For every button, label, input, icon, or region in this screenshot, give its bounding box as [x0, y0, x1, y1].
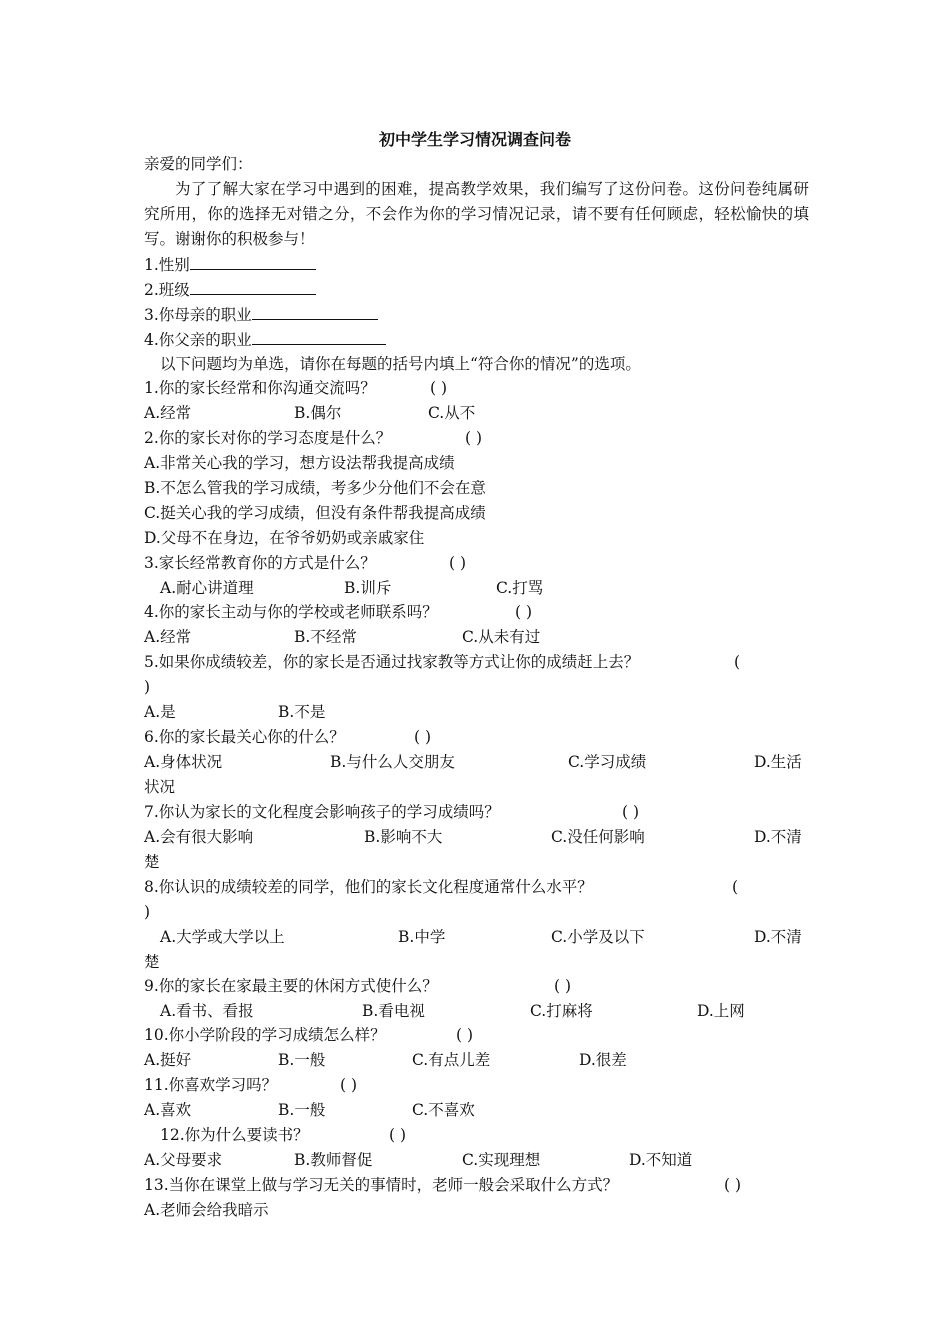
option-10-d: D.很差 — [579, 1051, 627, 1069]
mother-job-blank[interactable] — [252, 302, 378, 320]
question-13-text: 13.当你在课堂上做与学习无关的事情时，老师一般会采取什么方式？ — [144, 1176, 619, 1194]
option-4-a: A.经常 — [144, 628, 192, 646]
options-3 — [144, 576, 809, 601]
option-6-d-wrap: 状况 — [144, 778, 176, 796]
answer-paren-8-open[interactable]: ( — [732, 878, 739, 896]
option-7-d-wrap: 楚 — [144, 853, 160, 871]
option-10-b: B.一般 — [278, 1051, 326, 1069]
options-12 — [144, 1148, 809, 1173]
question-2-text: 2.你的家长对你的学习态度是什么？ — [144, 429, 392, 447]
question-9 — [144, 974, 809, 999]
question-10 — [144, 1023, 809, 1048]
option-11-b: B.一般 — [278, 1101, 326, 1119]
options-8 — [144, 925, 809, 950]
option-3-a: A.耐心讲道理 — [160, 579, 254, 597]
info-mother-job-label: 3.你母亲的职业 — [144, 306, 252, 324]
father-job-blank[interactable] — [252, 327, 386, 345]
options-1 — [144, 401, 809, 426]
question-6-text: 6.你的家长最关心你的什么？ — [144, 728, 345, 746]
info-gender — [144, 252, 316, 277]
question-7-text: 7.你认为家长的文化程度会影响孩子的学习成绩吗？ — [144, 803, 500, 821]
option-2-d: D.父母不在身边，在爷爷奶奶或亲戚家住 — [144, 529, 425, 547]
option-7-c: C.没任何影响 — [551, 828, 645, 846]
intro-paragraph: 为了了解大家在学习中遇到的困难，提高教学效果，我们编写了这份问卷。这份问卷纯属研究所用，你的选择无对错之分，不会作为你的学习情况记录，请不要有任何顾虑，轻松愉快的填写。谢谢你的积极参与！ — [144, 180, 809, 248]
option-11-c: C.不喜欢 — [412, 1101, 475, 1119]
class-blank[interactable] — [190, 277, 316, 295]
greeting: 亲爱的同学们： — [144, 155, 253, 173]
option-5-a: A.是 — [144, 703, 176, 721]
option-1-b: B.偶尔 — [294, 404, 342, 422]
option-9-c: C.打麻将 — [530, 1002, 593, 1020]
option-12-d: D.不知道 — [629, 1151, 693, 1169]
answer-paren-10[interactable]: ( ) — [456, 1026, 474, 1044]
option-12-b: B.教师督促 — [294, 1151, 373, 1169]
option-8-d-wrap: 楚 — [144, 953, 160, 971]
option-9-a: A.看书、看报 — [160, 1002, 254, 1020]
info-father-job-label: 4.你父亲的职业 — [144, 331, 252, 349]
answer-paren-3[interactable]: ( ) — [449, 554, 467, 572]
option-7-a: A.会有很大影响 — [144, 828, 254, 846]
option-9-b: B.看电视 — [362, 1002, 425, 1020]
option-11-a: A.喜欢 — [144, 1101, 192, 1119]
answer-paren-2[interactable]: ( ) — [465, 429, 483, 447]
info-father-job — [144, 327, 386, 352]
option-3-b: B.训斥 — [344, 579, 392, 597]
question-9-text: 9.你的家长在家最主要的休闲方式使什么？ — [144, 977, 438, 995]
answer-paren-13[interactable]: ( ) — [724, 1176, 742, 1194]
option-2-b: B.不怎么管我的学习成绩，考多少分他们不会在意 — [144, 479, 486, 497]
option-2-c: C.挺关心我的学习成绩，但没有条件帮我提高成绩 — [144, 504, 486, 522]
question-5-text: 5.如果你成绩较差，你的家长是否通过找家教等方式让你的成绩赶上去？ — [144, 653, 640, 671]
answer-paren-5-open[interactable]: ( — [734, 653, 741, 671]
answer-paren-12[interactable]: ( ) — [389, 1126, 407, 1144]
option-6-c: C.学习成绩 — [568, 753, 647, 771]
option-6-b: B.与什么人交朋友 — [330, 753, 455, 771]
page-title: 初中学生学习情况调查问卷 — [378, 130, 571, 149]
info-gender-label: 1.性别 — [144, 256, 190, 274]
answer-paren-7[interactable]: ( ) — [622, 803, 640, 821]
question-11 — [144, 1073, 809, 1098]
question-3-text: 3.家长经常教育你的方式是什么？ — [144, 554, 376, 572]
options-9 — [144, 999, 809, 1024]
question-4 — [144, 600, 809, 625]
option-8-a: A.大学或大学以上 — [160, 928, 285, 946]
option-10-c: C.有点儿差 — [412, 1051, 491, 1069]
question-11-text: 11.你喜欢学习吗？ — [144, 1076, 278, 1094]
option-8-b: B.中学 — [398, 928, 446, 946]
gender-blank[interactable] — [190, 252, 316, 270]
option-3-c: C.打骂 — [496, 579, 544, 597]
option-12-a: A.父母要求 — [144, 1151, 223, 1169]
answer-paren-6[interactable]: ( ) — [414, 728, 432, 746]
option-6-a: A.身体状况 — [144, 753, 223, 771]
option-5-b: B.不是 — [278, 703, 326, 721]
question-8-text: 8.你认识的成绩较差的同学，他们的家长文化程度通常什么水平？ — [144, 878, 593, 896]
info-mother-job — [144, 302, 378, 327]
option-1-a: A.经常 — [144, 404, 192, 422]
option-7-d: D.不清 — [754, 828, 802, 846]
question-3 — [144, 551, 809, 576]
instruction: 以下问题均为单选，请你在每题的括号内填上“符合你的情况”的选项。 — [160, 355, 641, 373]
answer-paren-11[interactable]: ( ) — [340, 1076, 358, 1094]
question-5 — [144, 650, 809, 675]
options-7 — [144, 825, 809, 850]
option-8-d: D.不清 — [754, 928, 802, 946]
answer-paren-8-close[interactable]: ) — [144, 903, 151, 921]
question-1-text: 1.你的家长经常和你沟通交流吗？ — [144, 379, 376, 397]
option-9-d: D.上网 — [697, 1002, 745, 1020]
option-6-d: D.生活 — [754, 753, 802, 771]
option-2-a: A.非常关心我的学习，想方设法帮我提高成绩 — [144, 454, 455, 472]
options-11 — [144, 1098, 809, 1123]
question-10-text: 10.你小学阶段的学习成绩怎么样？ — [144, 1026, 386, 1044]
answer-paren-4[interactable]: ( ) — [515, 603, 533, 621]
options-10 — [144, 1048, 809, 1073]
question-12 — [144, 1123, 809, 1148]
question-13 — [144, 1173, 809, 1198]
option-13-a: A.老师会给我暗示 — [144, 1201, 269, 1219]
option-12-c: C.实现理想 — [462, 1151, 541, 1169]
info-class — [144, 277, 316, 302]
option-4-c: C.从未有过 — [462, 628, 541, 646]
question-6 — [144, 725, 809, 750]
question-2 — [144, 426, 809, 451]
option-4-b: B.不经常 — [294, 628, 357, 646]
options-6 — [144, 750, 809, 775]
answer-paren-1[interactable]: ( ) — [430, 379, 448, 397]
info-class-label: 2.班级 — [144, 281, 190, 299]
option-1-c: C.从不 — [428, 404, 476, 422]
question-12-text: 12.你为什么要读书？ — [160, 1126, 309, 1144]
answer-paren-9[interactable]: ( ) — [554, 977, 572, 995]
question-4-text: 4.你的家长主动与你的学校或老师联系吗？ — [144, 603, 438, 621]
question-7 — [144, 800, 809, 825]
option-7-b: B.影响不大 — [364, 828, 443, 846]
answer-paren-5-close[interactable]: ) — [144, 678, 151, 696]
option-8-c: C.小学及以下 — [551, 928, 645, 946]
options-5 — [144, 700, 809, 725]
question-1 — [144, 376, 809, 401]
question-8 — [144, 875, 809, 900]
options-4 — [144, 625, 809, 650]
option-10-a: A.挺好 — [144, 1051, 192, 1069]
